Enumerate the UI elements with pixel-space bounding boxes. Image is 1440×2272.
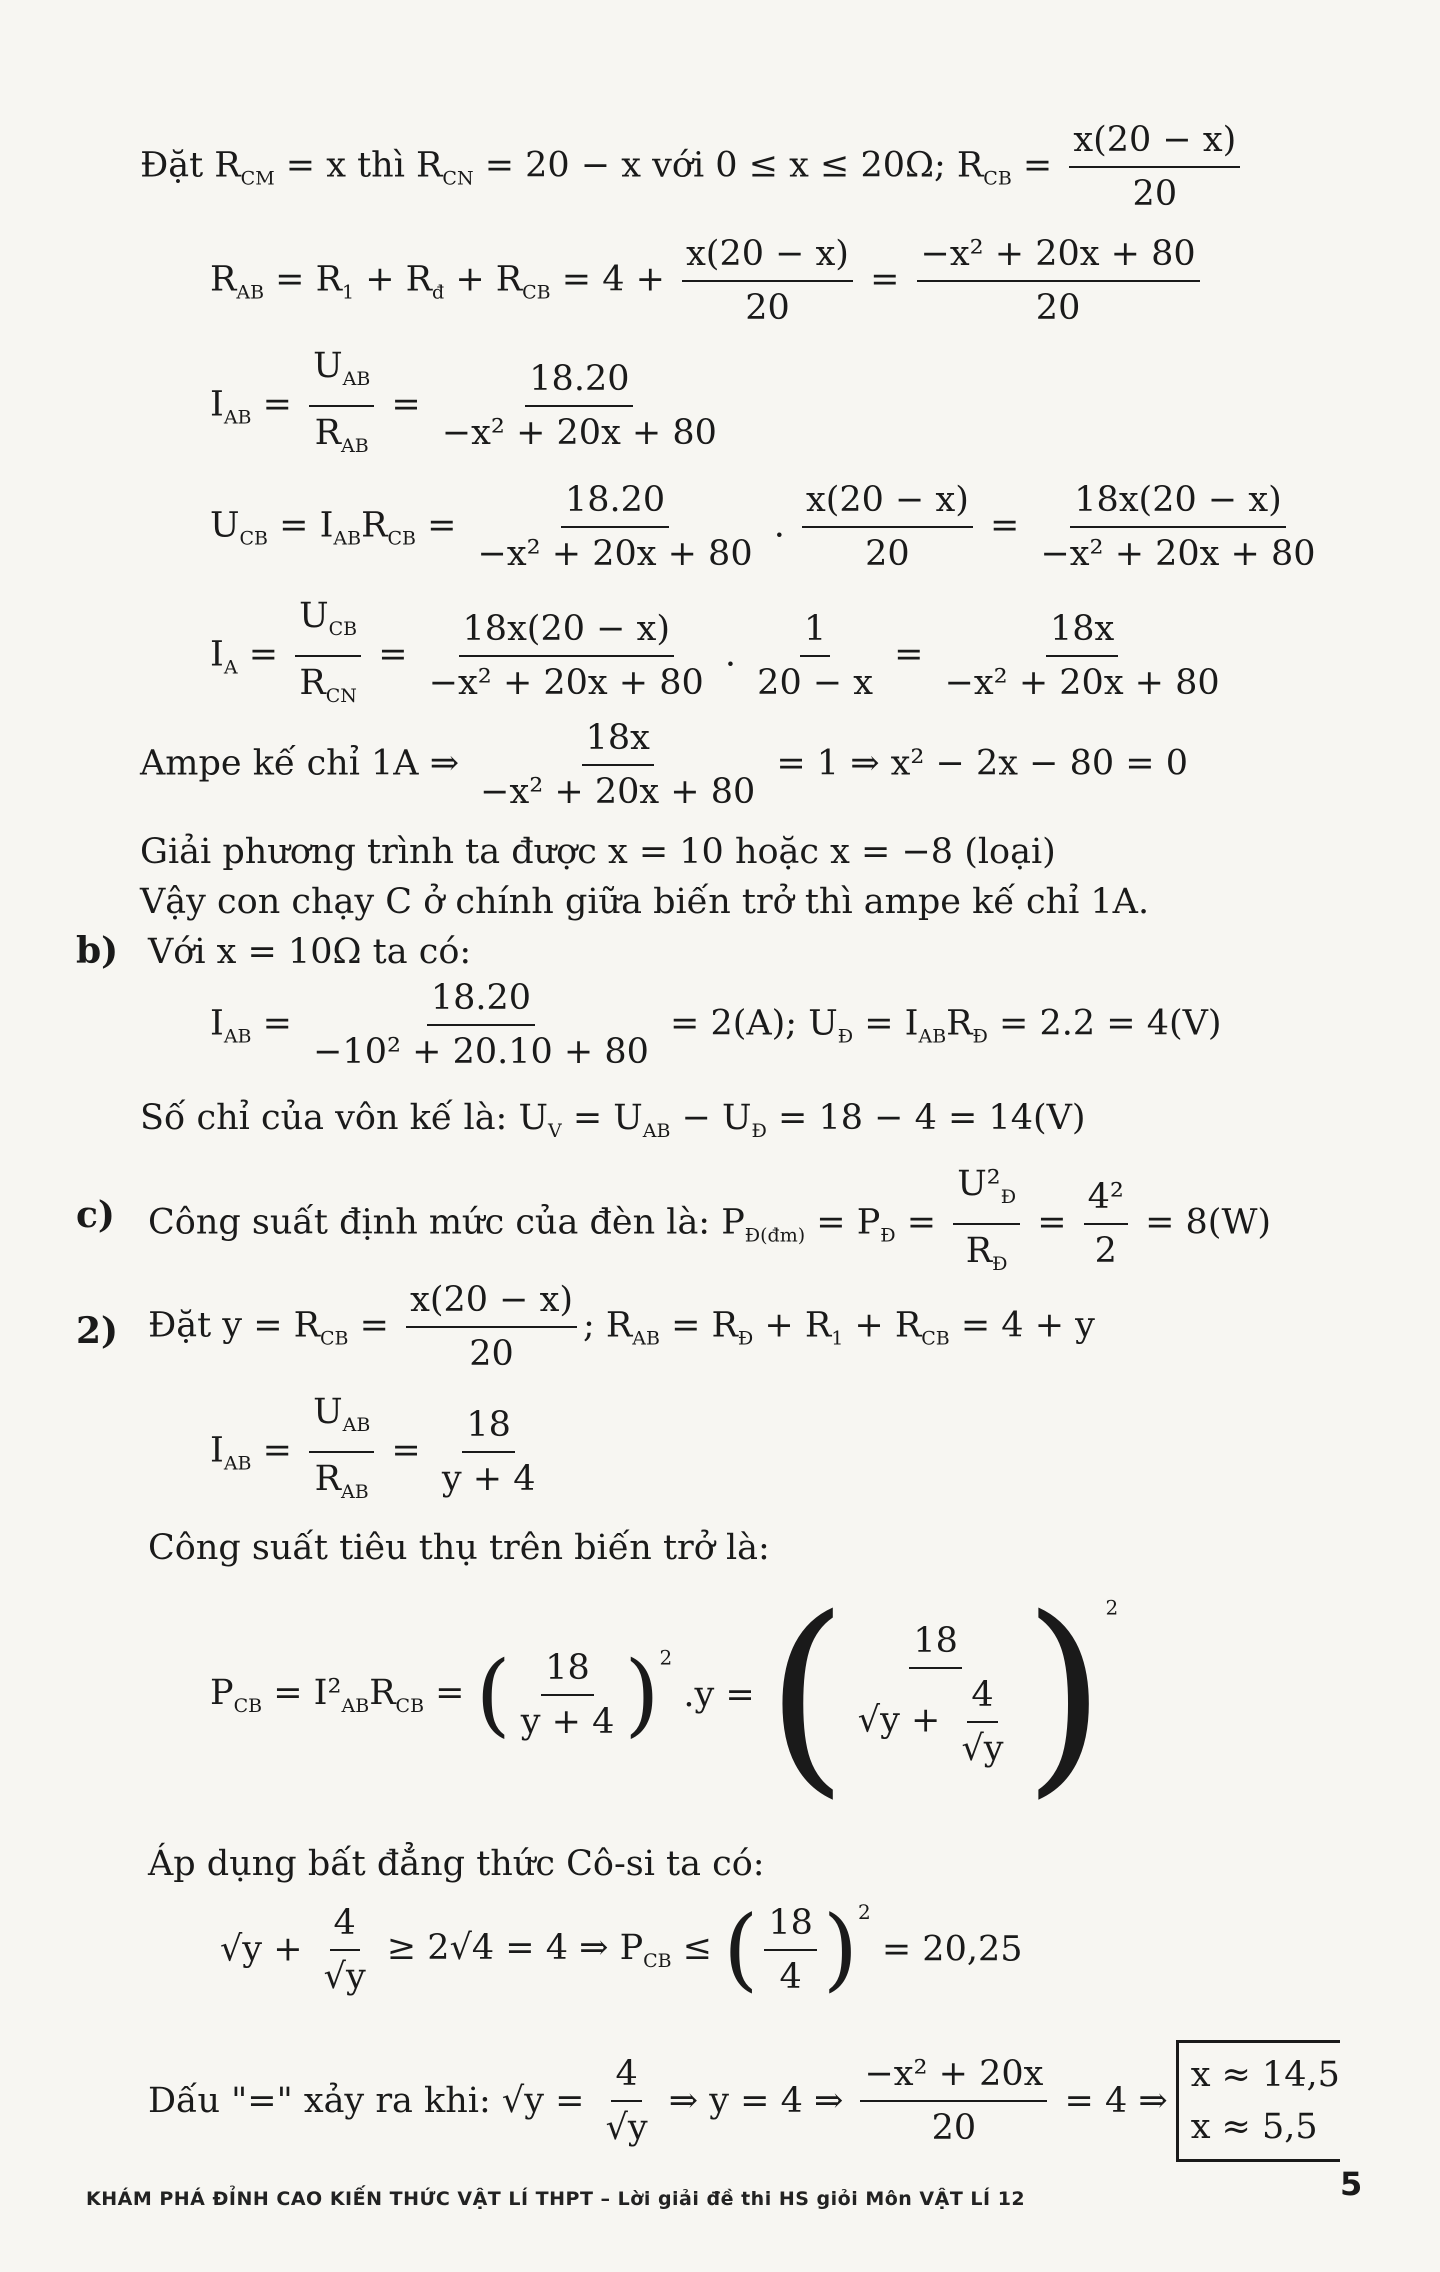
- part-2-label: 2): [76, 1310, 119, 1352]
- fraction: $\frac{\text{4²}}{2}$: [1084, 1175, 1128, 1273]
- page-number: 5: [1340, 2165, 1363, 2203]
- equation-ia: $I_A$ = $\frac{U_{CB}}{R_{CN}}$ = $\frac{18x(20 - x)}{\text{−x² + 20x + 80}}$ . $\frac{1}{20 - x}$ = $\frac{18x}{\text{−x² + 20x + 80}}$: [210, 594, 1230, 718]
- fraction: $\frac{U_{AB}}{R_{AB}}$: [309, 1390, 374, 1514]
- fraction: $\frac{18.20}{\text{−10² + 20.10 + 80}}$: [313, 978, 649, 1072]
- part-c-label: c): [76, 1194, 115, 1236]
- rated-power: Công suất định mức của đèn là: $P_{Đ(đm)} = P_Đ$ = $\frac{U^2_Đ}{R_Đ}$ = $\frac{\text{4²}}{2}$ = 8(W): [148, 1162, 1271, 1286]
- solution-bracket: x ≈ 14,5 x ≈ 5,5: [1176, 2040, 1340, 2162]
- cauchy-inequality: √y + $\frac{4}{√y}$ ≥ 2√4 = 4 ⇒ $P_{CB}$ ≤ ( $\frac{18}{4}$ )$^2$ = 20,25: [220, 1896, 1023, 2002]
- fraction: $\frac{18}{y + 4}$: [441, 1405, 536, 1499]
- fraction: $\frac{U_{CB}}{R_{CN}}$: [295, 594, 361, 718]
- fraction: $\frac{x(20 - x)}{20}$: [1069, 118, 1240, 216]
- equation-rab: $R_{AB} = R_1 + R_đ + R_{CB} = 4$ + $\frac{x(20 - x)}{20}$ = $\frac{\text{−x² + 20x + 80}}{20}$: [210, 232, 1206, 330]
- fraction: $\frac{x(20 - x)}{20}$: [406, 1278, 577, 1376]
- equation-iab: $I_{AB}$ = $\frac{U_{AB}}{R_{AB}}$ = $\frac{18.20}{\text{−x² + 20x + 80}}$: [210, 344, 727, 468]
- fraction: $\frac{18x(20 - x)}{\text{−x² + 20x + 80}}$: [428, 609, 704, 703]
- equation-rcm: Đặt $R_{CM} = x$ thì $R_{CN} = 20 - x$ với 0 ≤ x ≤ 20Ω; $R_{CB}$ = $\frac{x(20 - x)}{20}$: [140, 118, 1246, 216]
- equation-pcb: $P_{CB} = I^2_{AB}R_{CB}$ = ( $\frac{18}{y + 4}$ )$^2$ .y = ( 18 √y + $\frac{4}{√y}$ )$^2$: [210, 1572, 1119, 1817]
- fraction: $\frac{18x}{\text{−x² + 20x + 80}}$: [480, 718, 756, 812]
- cauchy-intro-text: Áp dụng bất đẳng thức Cô-si ta có:: [148, 1844, 765, 1884]
- left-paren: (: [723, 1896, 759, 2002]
- equation-iab-value: $I_{AB}$ = $\frac{18.20}{\text{−10² + 20.10 + 80}}$ = 2(A); $U_Đ = I_{AB}R_Đ = 2.2 = 4(V)$: [210, 978, 1222, 1072]
- power-intro-text: Công suất tiêu thụ trên biến trở là:: [148, 1528, 770, 1568]
- fraction: $\frac{\text{−x² + 20x}}{20}$: [860, 2052, 1047, 2150]
- fraction: $\frac{4}{√y}$: [605, 2054, 648, 2148]
- fraction: $\frac{\text{−x² + 20x + 80}}{20}$: [917, 232, 1200, 330]
- equality-condition: Dấu "=" xảy ra khi: √y = $\frac{4}{√y}$ ⇒ y = 4 ⇒ $\frac{\text{−x² + 20x}}{20}$ = 4 ⇒ x ≈ 14,5 x ≈ 5,5: [148, 2040, 1340, 2162]
- fraction: 18 √y + $\frac{4}{√y}$: [854, 1619, 1018, 1771]
- fraction: $\frac{U_{AB}}{R_{AB}}$: [309, 344, 374, 468]
- right-paren: ): [1023, 1572, 1106, 1817]
- fraction: $\frac{4}{√y}$: [323, 1902, 366, 1997]
- fraction: $\frac{U^2_Đ}{R_Đ}$: [953, 1162, 1020, 1286]
- equation-ucb: $U_{CB} = I_{AB}R_{CB}$ = $\frac{18.20}{\text{−x² + 20x + 80}}$ . $\frac{x(20 - x)}{20}$ = $\frac{18x(20 - x)}{\text{−x² + 20x + 80}}$: [210, 478, 1326, 576]
- fraction: $\frac{18x(20 - x)}{\text{−x² + 20x + 80}}$: [1040, 480, 1316, 574]
- page-footer: KHÁM PHÁ ĐỈNH CAO KIẾN THỨC VẬT LÍ THPT – Lời giải đề thi HS giỏi Môn VẬT LÍ 12: [86, 2188, 1026, 2210]
- part-b-text: Với x = 10Ω ta có:: [148, 932, 472, 972]
- fraction: $\frac{1}{20 - x}$: [757, 609, 874, 703]
- definition-y: Đặt $y = R_{CB}$ = $\frac{x(20 - x)}{20}$ ; $R_{AB} = R_Đ + R_1 + R_{CB} = 4 + y$: [148, 1280, 1095, 1374]
- fraction: $\frac{x(20 - x)}{20}$: [682, 232, 853, 330]
- ammeter-condition: Ampe kế chỉ 1A ⇒ $\frac{18x}{\text{−x² + 20x + 80}}$ = 1 ⇒ x² − 2x − 80 = 0: [140, 718, 1188, 812]
- left-paren: (: [475, 1642, 511, 1747]
- voltmeter-reading: Số chỉ của vôn kế là: $U_V = U_{AB} - U_Đ = 18 - 4 = 14(V)$: [140, 1098, 1086, 1142]
- fraction: $\frac{18.20}{\text{−x² + 20x + 80}}$: [477, 480, 753, 574]
- fraction: $\frac{18}{4}$: [764, 1901, 817, 1999]
- fraction: $\frac{x(20 - x)}{20}$: [802, 478, 973, 576]
- solution-text: Giải phương trình ta được x = 10 hoặc x = −8 (loại): [140, 832, 1056, 872]
- fraction: $\frac{18}{y + 4}$: [520, 1648, 615, 1742]
- fraction: $\frac{4}{√y}$: [961, 1675, 1004, 1769]
- part-b-label: b): [76, 930, 119, 972]
- fraction: $\frac{18x}{\text{−x² + 20x + 80}}$: [944, 609, 1220, 703]
- equation-iab-y: $I_{AB}$ = $\frac{U_{AB}}{R_{AB}}$ = $\frac{18}{y + 4}$: [210, 1390, 545, 1514]
- conclusion-text: Vậy con chạy C ở chính giữa biến trở thì ampe kế chỉ 1A.: [140, 882, 1150, 922]
- left-paren: (: [765, 1572, 848, 1817]
- right-paren: ): [822, 1896, 858, 2002]
- right-paren: ): [624, 1642, 660, 1747]
- fraction: $\frac{18.20}{\text{−x² + 20x + 80}}$: [441, 359, 717, 453]
